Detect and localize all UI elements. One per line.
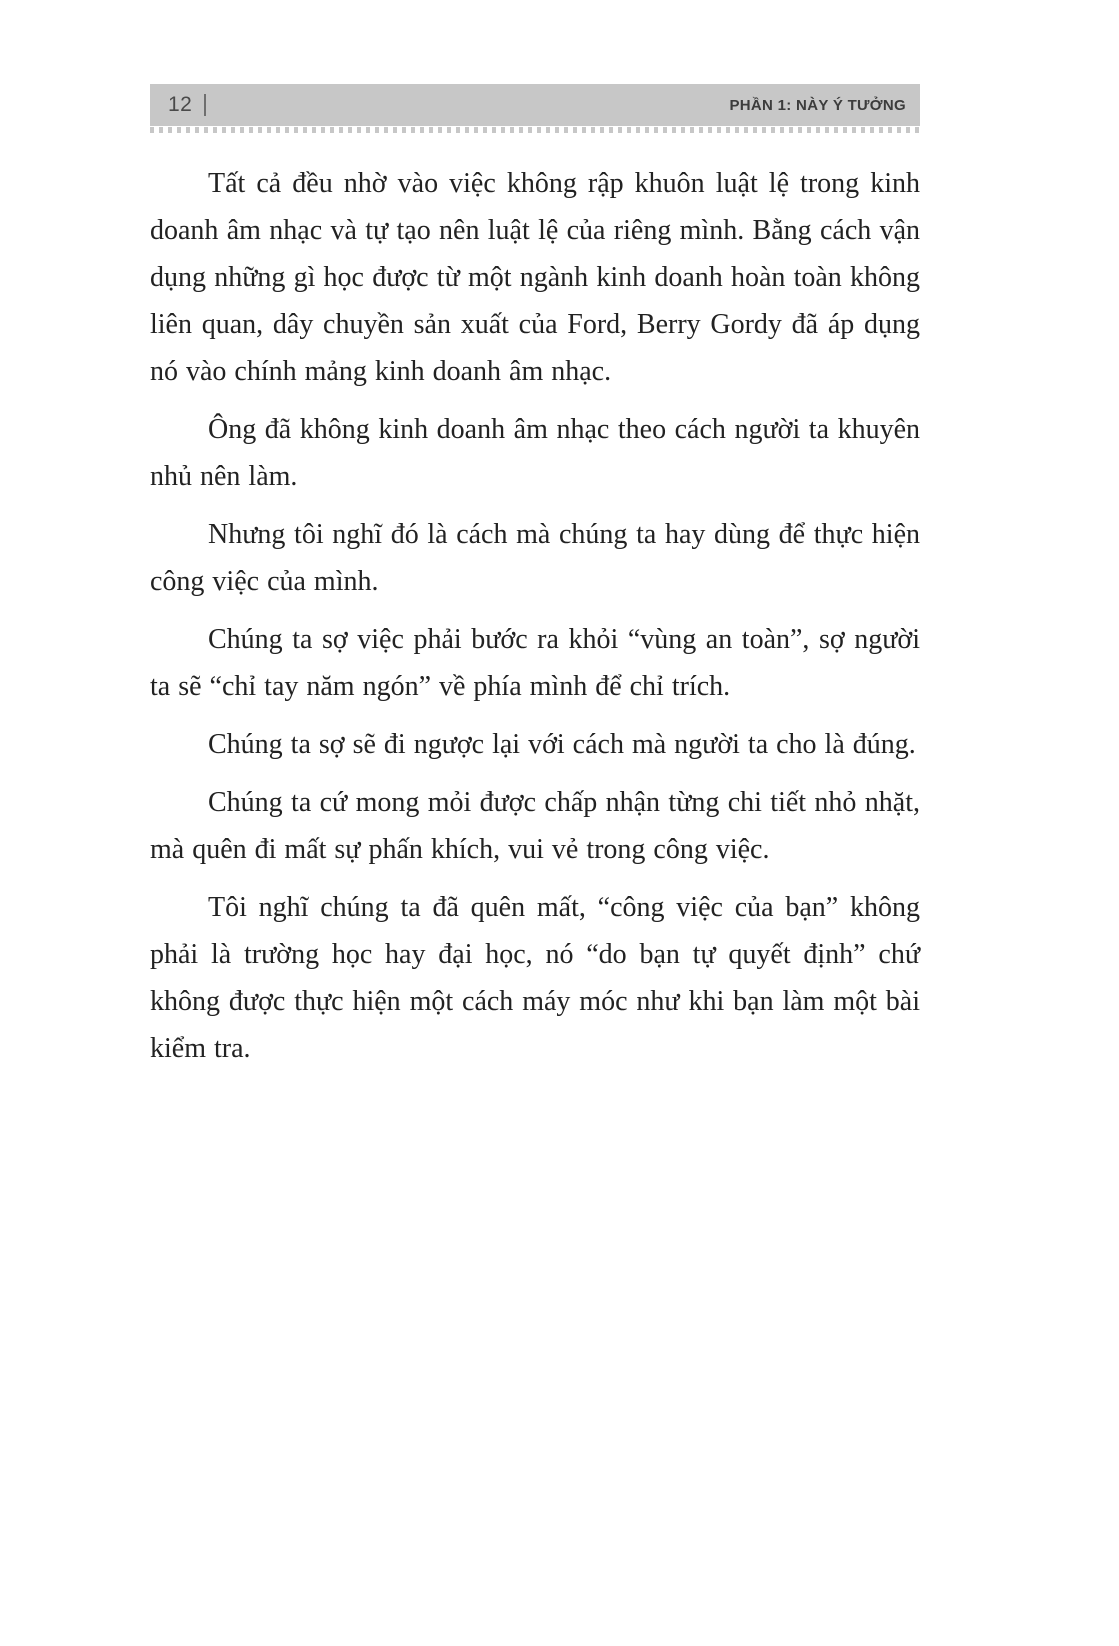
section-title: PHẦN 1: NÀY Ý TƯỞNG	[729, 96, 906, 114]
paragraph: Chúng ta sợ sẽ đi ngược lại với cách mà người ta cho là đúng.	[208, 729, 916, 760]
page-number-group	[168, 93, 206, 117]
paragraph: Chúng ta sợ việc phải bước ra khỏi “vùng an toàn”, sợ người ta sẽ “chỉ tay năm ngón” về phía mình để chỉ trích.	[150, 624, 920, 702]
paragraph: Chúng ta cứ mong mỏi được chấp nhận từng chi tiết nhỏ nhặt, mà quên đi mất sự phấn khích, vui vẻ trong công việc.	[150, 787, 920, 865]
paragraph: Ông đã không kinh doanh âm nhạc theo cách người ta khuyên nhủ nên làm.	[150, 414, 920, 492]
paragraph: Nhưng tôi nghĩ đó là cách mà chúng ta hay dùng để thực hiện công việc của mình.	[150, 519, 920, 597]
paragraph: Tôi nghĩ chúng ta đã quên mất, “công việc của bạn” không phải là trường học hay đại học, nó “do bạn tự quyết định” chứ không được thực hiện một cách máy móc như khi bạn làm một bài kiểm tra.	[150, 892, 920, 1064]
body-text	[150, 160, 920, 1083]
page-number-divider	[204, 94, 206, 116]
paragraph: Tất cả đều nhờ vào việc không rập khuôn luật lệ trong kinh doanh âm nhạc và tự tạo nên luật lệ của riêng mình. Bằng cách vận dụng những gì học được từ một ngành kinh doanh hoàn toàn không liên quan, dây chuyền sản xuất của Ford, Berry Gordy đã áp dụng nó vào chính mảng kinh doanh âm nhạc.	[150, 168, 920, 387]
running-header	[150, 84, 920, 126]
page-number: 12	[168, 93, 193, 116]
